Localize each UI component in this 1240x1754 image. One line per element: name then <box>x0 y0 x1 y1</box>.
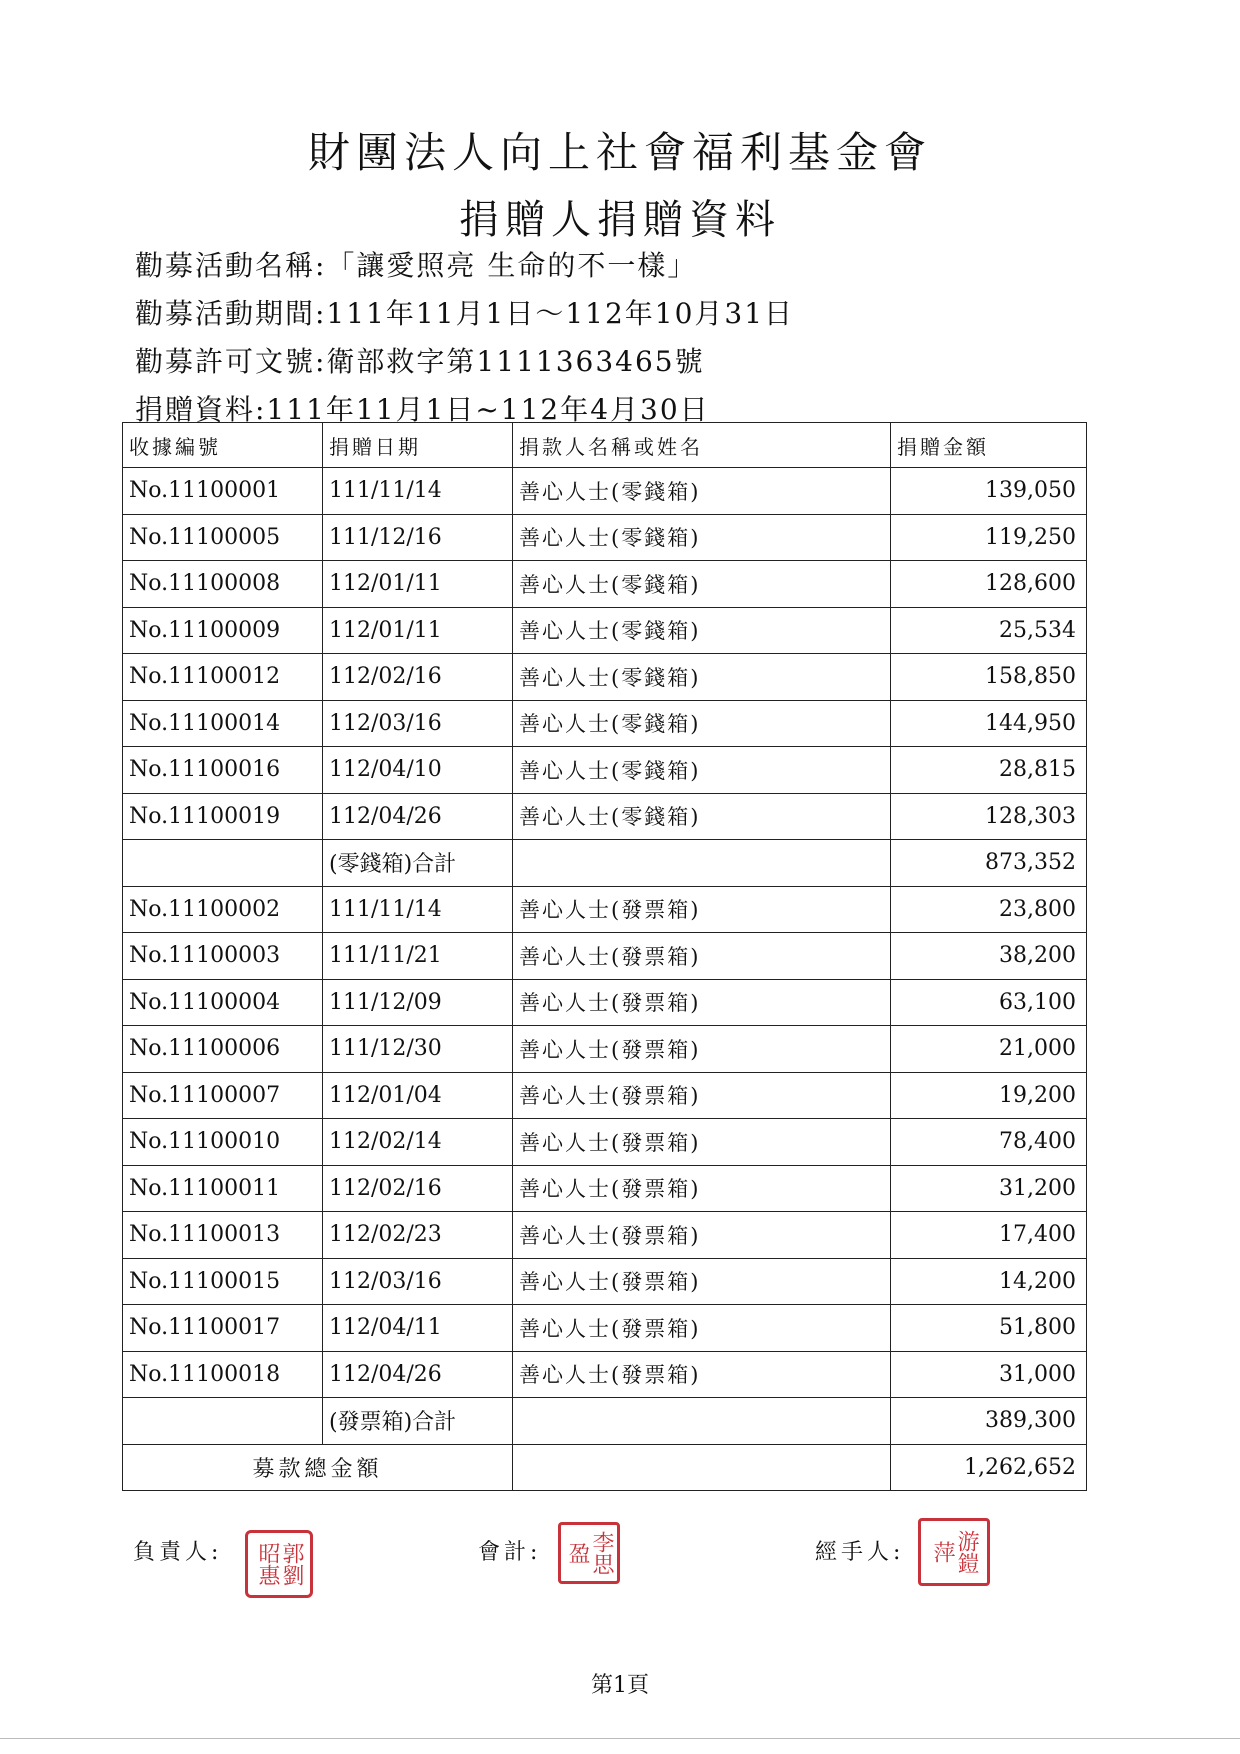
table-row <box>123 1258 1087 1305</box>
donor-cell: 善心人士(零錢箱) <box>513 700 891 747</box>
amount-cell: 21,000 <box>891 1026 1087 1073</box>
table-row <box>123 886 1087 933</box>
seal-text: 李思盈 <box>565 1531 614 1575</box>
subtotal-label-cell: (發票箱)合計 <box>323 1398 513 1445</box>
amount-cell: 28,815 <box>891 747 1087 794</box>
seal-text: 游鎧萍 <box>930 1530 979 1574</box>
date-cell: 111/11/14 <box>323 468 513 515</box>
amount-cell: 128,600 <box>891 561 1087 608</box>
donation-table <box>122 422 1087 1491</box>
donor-cell: 善心人士(發票箱) <box>513 1351 891 1398</box>
date-cell: 112/04/26 <box>323 793 513 840</box>
table-row <box>123 793 1087 840</box>
amount-cell: 38,200 <box>891 933 1087 980</box>
subtotal-row <box>123 840 1087 887</box>
amount-cell: 25,534 <box>891 607 1087 654</box>
grand-total-label: 募款總金額 <box>123 1444 513 1491</box>
table-row <box>123 933 1087 980</box>
campaign-period: 勸募活動期間:111年11月1日～112年10月31日 <box>135 297 795 330</box>
donor-cell: 善心人士(發票箱) <box>513 1026 891 1073</box>
responsible-seal-stamp <box>245 1530 313 1598</box>
donor-cell: 善心人士(發票箱) <box>513 1305 891 1352</box>
receipt-cell: No.11100011 <box>123 1165 323 1212</box>
receipt-cell <box>123 1398 323 1445</box>
table-row <box>123 979 1087 1026</box>
date-cell: 112/02/23 <box>323 1212 513 1259</box>
date-cell: 112/01/11 <box>323 607 513 654</box>
date-cell: 111/12/09 <box>323 979 513 1026</box>
date-cell: 112/02/16 <box>323 1165 513 1212</box>
subtotal-amount-cell: 389,300 <box>891 1398 1087 1445</box>
amount-cell: 144,950 <box>891 700 1087 747</box>
table-row <box>123 1165 1087 1212</box>
subtotal-amount-cell: 873,352 <box>891 840 1087 887</box>
grand-total-empty-cell <box>513 1444 891 1491</box>
donor-cell: 善心人士(發票箱) <box>513 1119 891 1166</box>
campaign-name: 勸募活動名稱:「讓愛照亮 生命的不一樣」 <box>135 249 698 282</box>
col-header-receipt: 收據編號 <box>123 423 323 468</box>
responsible-label: 負責人: <box>133 1540 223 1565</box>
donor-cell: 善心人士(發票箱) <box>513 1258 891 1305</box>
donor-cell <box>513 840 891 887</box>
receipt-cell: No.11100007 <box>123 1072 323 1119</box>
date-cell: 112/04/10 <box>323 747 513 794</box>
document-title: 捐贈人捐贈資料 <box>459 197 781 243</box>
date-cell: 112/02/16 <box>323 654 513 701</box>
amount-cell: 63,100 <box>891 979 1087 1026</box>
amount-cell: 158,850 <box>891 654 1087 701</box>
date-cell: 112/01/11 <box>323 561 513 608</box>
date-cell: 112/03/16 <box>323 700 513 747</box>
amount-cell: 14,200 <box>891 1258 1087 1305</box>
accountant-seal-stamp <box>558 1522 620 1584</box>
table-row <box>123 514 1087 561</box>
donor-cell: 善心人士(零錢箱) <box>513 654 891 701</box>
receipt-cell <box>123 840 323 887</box>
receipt-cell: No.11100001 <box>123 468 323 515</box>
receipt-cell: No.11100015 <box>123 1258 323 1305</box>
amount-cell: 139,050 <box>891 468 1087 515</box>
table-row <box>123 1351 1087 1398</box>
donor-cell: 善心人士(零錢箱) <box>513 514 891 561</box>
amount-cell: 19,200 <box>891 1072 1087 1119</box>
date-cell: 111/12/16 <box>323 514 513 561</box>
receipt-cell: No.11100016 <box>123 747 323 794</box>
receipt-cell: No.11100012 <box>123 654 323 701</box>
table-row <box>123 1072 1087 1119</box>
handler-label: 經手人: <box>815 1540 905 1565</box>
amount-cell: 23,800 <box>891 886 1087 933</box>
amount-cell: 119,250 <box>891 514 1087 561</box>
donor-cell: 善心人士(發票箱) <box>513 979 891 1026</box>
table-row <box>123 1212 1087 1259</box>
org-name: 財團法人向上社會福利基金會 <box>307 128 932 177</box>
donor-cell: 善心人士(發票箱) <box>513 933 891 980</box>
amount-cell: 31,000 <box>891 1351 1087 1398</box>
date-cell: 111/11/21 <box>323 933 513 980</box>
table-header-row <box>123 423 1087 468</box>
table-row <box>123 468 1087 515</box>
donor-cell: 善心人士(零錢箱) <box>513 747 891 794</box>
col-header-amount: 捐贈金額 <box>891 423 1087 468</box>
receipt-cell: No.11100005 <box>123 514 323 561</box>
date-cell: 112/04/26 <box>323 1351 513 1398</box>
date-cell: 111/12/30 <box>323 1026 513 1073</box>
subtotal-row <box>123 1398 1087 1445</box>
date-cell: 112/03/16 <box>323 1258 513 1305</box>
donor-cell: 善心人士(零錢箱) <box>513 793 891 840</box>
grand-total-amount: 1,262,652 <box>891 1444 1087 1491</box>
handler-seal-stamp <box>918 1518 990 1586</box>
amount-cell: 51,800 <box>891 1305 1087 1352</box>
col-header-date: 捐贈日期 <box>323 423 513 468</box>
amount-cell: 78,400 <box>891 1119 1087 1166</box>
table-row <box>123 1119 1087 1166</box>
receipt-cell: No.11100008 <box>123 561 323 608</box>
donor-cell <box>513 1398 891 1445</box>
table-row <box>123 700 1087 747</box>
donor-cell: 善心人士(發票箱) <box>513 886 891 933</box>
receipt-cell: No.11100002 <box>123 886 323 933</box>
receipt-cell: No.11100009 <box>123 607 323 654</box>
donor-cell: 善心人士(發票箱) <box>513 1072 891 1119</box>
receipt-cell: No.11100004 <box>123 979 323 1026</box>
date-cell: 112/04/11 <box>323 1305 513 1352</box>
table-row <box>123 1026 1087 1073</box>
donor-cell: 善心人士(發票箱) <box>513 1212 891 1259</box>
receipt-cell: No.11100017 <box>123 1305 323 1352</box>
amount-cell: 31,200 <box>891 1165 1087 1212</box>
subtotal-label-cell: (零錢箱)合計 <box>323 840 513 887</box>
receipt-cell: No.11100018 <box>123 1351 323 1398</box>
table-row <box>123 654 1087 701</box>
receipt-cell: No.11100003 <box>123 933 323 980</box>
bottom-rule <box>0 1738 1240 1739</box>
permit-number: 勸募許可文號:衛部救字第1111363465號 <box>135 345 705 378</box>
table-row <box>123 561 1087 608</box>
date-cell: 112/01/04 <box>323 1072 513 1119</box>
table-row <box>123 607 1087 654</box>
receipt-cell: No.11100006 <box>123 1026 323 1073</box>
date-cell: 112/02/14 <box>323 1119 513 1166</box>
receipt-cell: No.11100019 <box>123 793 323 840</box>
table-row <box>123 1305 1087 1352</box>
seal-text: 郭劉昭惠 <box>255 1542 304 1586</box>
page-number: 第1頁 <box>591 1673 649 1698</box>
accountant-label: 會計: <box>478 1540 542 1565</box>
date-cell: 111/11/14 <box>323 886 513 933</box>
receipt-cell: No.11100010 <box>123 1119 323 1166</box>
donor-cell: 善心人士(發票箱) <box>513 1165 891 1212</box>
donor-cell: 善心人士(零錢箱) <box>513 468 891 515</box>
grand-total-row <box>123 1444 1087 1491</box>
data-range: 捐贈資料:111年11月1日~112年4月30日 <box>135 393 710 426</box>
table-row <box>123 747 1087 794</box>
donor-cell: 善心人士(零錢箱) <box>513 561 891 608</box>
amount-cell: 128,303 <box>891 793 1087 840</box>
col-header-donor: 捐款人名稱或姓名 <box>513 423 891 468</box>
receipt-cell: No.11100014 <box>123 700 323 747</box>
donor-cell: 善心人士(零錢箱) <box>513 607 891 654</box>
amount-cell: 17,400 <box>891 1212 1087 1259</box>
receipt-cell: No.11100013 <box>123 1212 323 1259</box>
